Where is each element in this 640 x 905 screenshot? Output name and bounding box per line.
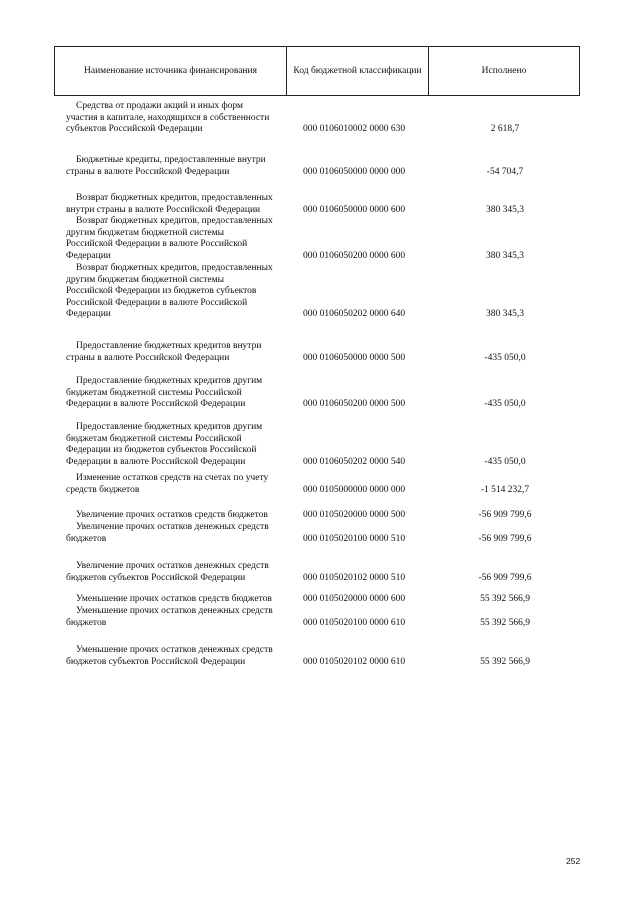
source-name-line: Средства от продажи акций и иных форм <box>76 101 243 111</box>
budget-code: 000 0106050000 0000 000 <box>303 166 406 177</box>
source-name <box>66 473 288 496</box>
source-name-line: бюджетам бюджетной системы Российской <box>66 387 242 398</box>
source-name <box>66 263 288 321</box>
source-name-line: бюджетов субъектов Российской Федерации <box>66 572 246 583</box>
source-name-line: Бюджетные кредиты, предоставленные внутри <box>76 155 266 165</box>
source-name-line: Предоставление бюджетных кредитов другим <box>76 422 263 432</box>
source-name <box>66 561 288 584</box>
source-name-line: Российской Федерации из бюджетов субъектов <box>66 286 257 297</box>
source-name-line: бюджетов <box>66 533 107 544</box>
executed-value: -54 704,7 <box>486 166 524 177</box>
source-name <box>66 216 288 262</box>
page-number: 252 <box>566 856 581 866</box>
executed-value: 55 392 566,9 <box>480 656 530 667</box>
executed-value: -1 514 232,7 <box>480 484 530 495</box>
header-value-column: Исполнено <box>481 66 527 76</box>
executed-value: -435 050,0 <box>484 399 526 410</box>
budget-code: 000 0105020100 0000 510 <box>303 533 406 544</box>
source-name-line: другим бюджетам бюджетной системы <box>66 274 225 285</box>
source-name <box>66 193 288 216</box>
source-name <box>66 341 288 364</box>
header-name-column: Наименование источника финансирования <box>55 47 287 95</box>
source-name-line: Российской Федерации в валюте Российской <box>66 297 248 308</box>
source-name-line: Увеличение прочих остатков средств бюджетов <box>76 510 268 520</box>
executed-value: 2 618,7 <box>490 124 520 135</box>
executed-value: -56 909 799,6 <box>478 533 532 544</box>
source-name <box>66 155 288 178</box>
source-name-line: средств бюджетов <box>66 484 140 495</box>
source-name <box>66 510 288 522</box>
source-name-line: Возврат бюджетных кредитов, предоставленных <box>76 263 273 273</box>
executed-value: 380 345,3 <box>486 309 524 320</box>
budget-code: 000 0106050202 0000 640 <box>303 309 406 320</box>
budget-code: 000 0105020000 0000 600 <box>303 594 406 604</box>
executed-value: -56 909 799,6 <box>478 572 532 583</box>
source-name-line: бюджетов субъектов Российской Федерации <box>66 656 246 667</box>
executed-value: 380 345,3 <box>486 250 524 261</box>
source-name-line: бюджетам бюджетной системы Российской <box>66 433 242 444</box>
source-name-line: Уменьшение прочих остатков денежных средств <box>76 606 273 616</box>
budget-code: 000 0105020102 0000 510 <box>303 572 406 583</box>
table-header <box>54 46 580 96</box>
source-name <box>66 422 288 468</box>
executed-value: 55 392 566,9 <box>480 594 530 604</box>
executed-value: -56 909 799,6 <box>478 510 532 520</box>
source-name <box>66 101 288 136</box>
source-name-line: Федерации в валюте Российской Федерации <box>66 399 246 410</box>
executed-value: -435 050,0 <box>484 352 526 363</box>
budget-code: 000 0105020102 0000 610 <box>303 656 406 667</box>
source-name-line: страны в валюте Российской Федерации <box>66 166 230 177</box>
source-name-line: Российской Федерации в валюте Российской <box>66 239 248 250</box>
budget-code: 000 0106050200 0000 500 <box>303 399 406 410</box>
source-name <box>66 606 288 629</box>
source-name-line: Федерации <box>66 309 111 320</box>
source-name-line: Возврат бюджетных кредитов, предоставленных <box>76 193 273 203</box>
source-name-line: Предоставление бюджетных кредитов другим <box>76 376 263 386</box>
budget-code: 000 0106050000 0000 500 <box>303 352 406 363</box>
source-name-line: Изменение остатков средств на счетах по учету <box>76 473 269 483</box>
budget-code: 000 0106050200 0000 600 <box>303 250 406 261</box>
source-name <box>66 376 288 411</box>
budget-code: 000 0105000000 0000 000 <box>303 484 406 495</box>
source-name-line: другим бюджетам бюджетной системы <box>66 227 225 238</box>
source-name-line: Уменьшение прочих остатков средств бюджетов <box>76 594 272 604</box>
source-name-line: Федерации <box>66 250 111 261</box>
executed-value: -435 050,0 <box>484 456 526 467</box>
source-name <box>66 522 288 545</box>
budget-code: 000 0105020000 0000 500 <box>303 510 406 520</box>
budget-code: 000 0105020100 0000 610 <box>303 617 406 628</box>
source-name-line: субъектов Российской Федерации <box>66 124 203 135</box>
source-name-line: Федерации из бюджетов субъектов Российской <box>66 445 257 456</box>
executed-value: 380 345,3 <box>486 204 524 215</box>
source-name-line: Предоставление бюджетных кредитов внутри <box>76 341 262 351</box>
source-name <box>66 594 288 606</box>
budget-code: 000 0106050000 0000 600 <box>303 204 406 215</box>
source-name <box>66 645 288 668</box>
source-name-line: бюджетов <box>66 617 107 628</box>
source-name-line: Уменьшение прочих остатков денежных средств <box>76 645 273 655</box>
source-name-line: Увеличение прочих остатков денежных средств <box>76 561 269 571</box>
executed-value: 55 392 566,9 <box>480 617 530 628</box>
source-name-line: внутри страны в валюте Российской Федерации <box>66 204 261 215</box>
source-name-line: страны в валюте Российской Федерации <box>66 352 230 363</box>
budget-code: 000 0106050202 0000 540 <box>303 456 406 467</box>
header-code-column: Код бюджетной классификации <box>287 47 429 95</box>
source-name-line: участия в капитале, находящихся в собственности <box>66 112 270 123</box>
source-name-line: Возврат бюджетных кредитов, предоставленных <box>76 216 273 226</box>
source-name-line: Федерации в валюте Российской Федерации <box>66 456 246 467</box>
source-name-line: Увеличение прочих остатков денежных средств <box>76 522 269 532</box>
budget-code: 000 0106010002 0000 630 <box>303 124 406 135</box>
